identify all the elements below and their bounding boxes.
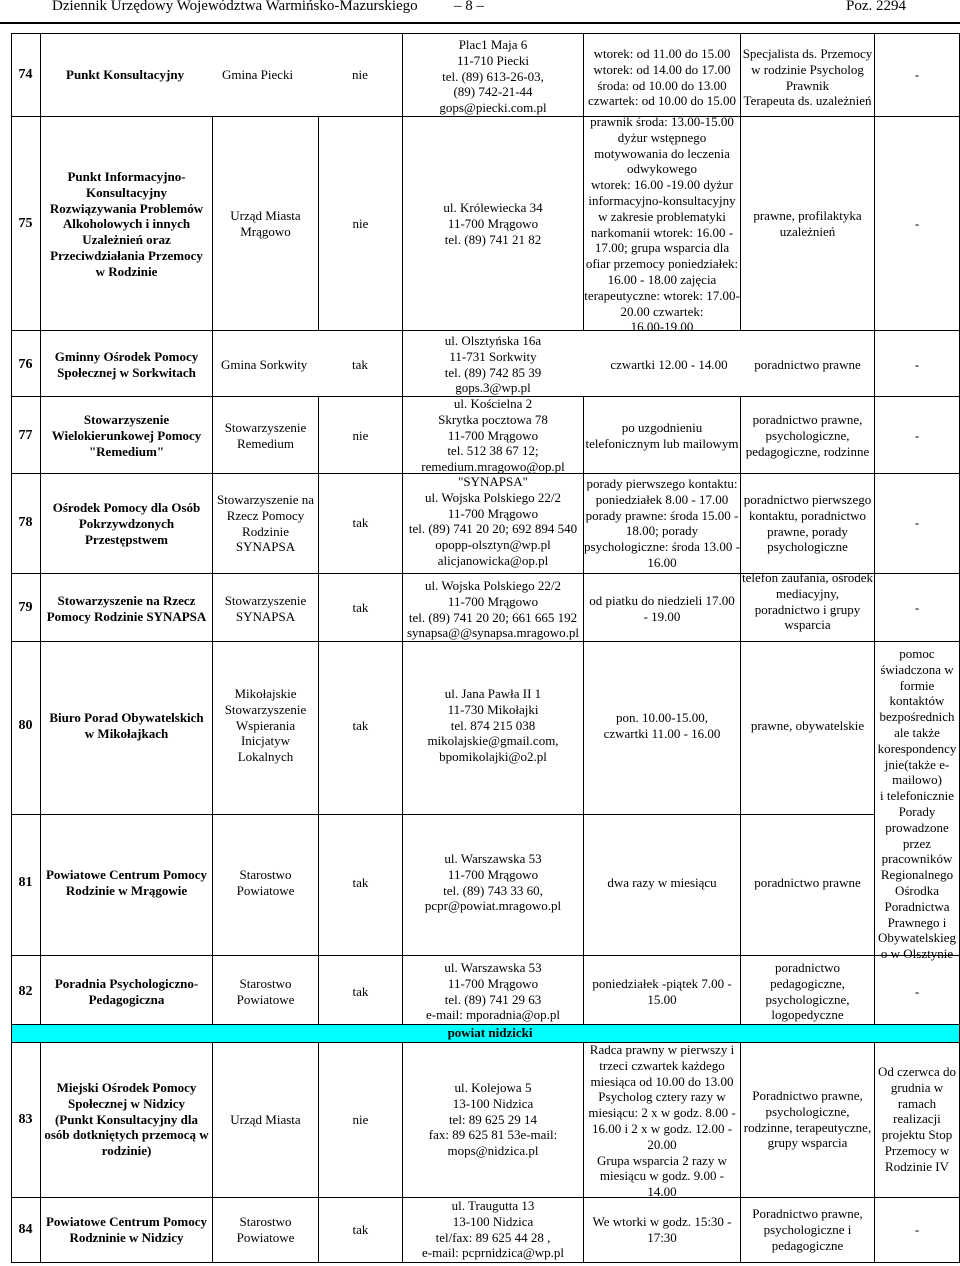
services: poradnictwo prawne [754,875,861,890]
row-number: 76 [18,357,33,372]
hours: czwartki 12.00 - 14.00 [610,357,728,372]
address: ul. Olsztyńska 16a 11-731 Sorkwity tel. (89) 742 85 39 gops.3@wp.pl [444,333,542,396]
hours: pon. 10.00-15.00, czwartki 11.00 - 16.00 [603,710,721,741]
hours: dwa razy w miesiącu [607,875,717,890]
services: telefon zaufania, ośrodek mediacyjny, poradnictwo i grupy wsparcia [741,570,874,633]
row-number: 82 [18,984,33,999]
address: ul. Warszawska 53 11-700 Mrągowo tel. (89) 743 33 60, pcpr@powiat.mragowo.pl [424,851,562,914]
services: Poradnictwo prawne, psychologiczne, rodzinne, terapeutyczne, grupy wsparcia [743,1088,872,1151]
remarks: Od czerwca do grudnia w ramach realizacji projektu Stop Przemocy w Rodzinie IV [878,1064,956,1174]
remarks: - [914,600,920,615]
remarks: Porady prowadzone przez pracowników Regionalnego Ośrodka Poradnictwa Prawnego i Obywatelskieg o w Olsztynie [878,804,956,962]
operator: Stowarzyszenie SYNAPSA [224,593,307,624]
hours: poniedziałek -piątek 7.00 - 15.00 [592,976,732,1007]
section-title-nidzicki: powiat nidzicki [447,1025,533,1040]
remarks: - [914,984,920,999]
operator: Stowarzyszenie Remedium [224,420,307,451]
operator: Urząd Miasta [230,1112,301,1127]
hours: prawnik środa: 13.00-15.00 dyżur wstępnego motywowania do leczenia odwykowego wtorek: 16.00 -19.00 dyżur informacyjno-konsultacyjny w zakresie problematyki narkomanii wtorek: 16.00 - 17.00; grupa wsparcia dla ofiar przemocy poniedziałek: 16.00 - 18.00 zajęcia terapeutyczne: wtorek: 17.00- 20.00 czwartek: 16.00-19.00 [584,114,740,335]
hours: Radca prawny w pierwszy i trzeci czwartek każdego miesiąca od 10.00 do 13.00 Psycholog cztery razy w miesiącu: 2 x w godz. 8.00 - 16.00 i 2 x w godz. 12.00 - 20.00 Grupa wsparcia 2 razy w miesiącu w godz. 9.00 - 14.00 [588,1042,736,1200]
address: ul. Warszawska 53 11-700 Mrągowo tel. (89) 741 29 63 e-mail: mporadnia@op.pl [426,960,560,1023]
hours: porady pierwszego kontaktu: poniedziałek 8.00 - 17.00 porady prawne: środa 15.00 - 18.00; porady psychologiczne: środa 13.00 - 16.00 [584,476,740,570]
header-rule [0,22,960,24]
address: ul. Kościelna 2 Skrytka pocztowa 78 11-700 Mrągowo tel. 512 38 67 12; remedium.mragowo@op.pl [421,396,565,475]
paid-flag: tak [352,357,368,372]
institution-name: Punkt Konsultacyjny [66,67,185,82]
institution-name: Powiatowe Centrum Pomocy Rodzninie w Nidzicy [45,1214,207,1245]
row-number: 74 [18,67,33,82]
row-number: 77 [18,428,33,443]
address: ul. Jana Pawła II 1 11-730 Mikołajki tel. 874 215 038 mikolajskie@gmail.com, bpomikolajki@o2.pl [427,686,559,765]
services: Specjalista ds. Przemocy w rodzinie Psycholog Prawnik Terapeuta ds. uzależnień [742,46,873,109]
paid-flag: nie [352,428,369,443]
remarks: - [914,67,920,82]
institution-name: Ośrodek Pomocy dla Osób Pokrzywdzonych Przestępstwem [52,500,201,547]
paid-flag: nie [352,1112,369,1127]
row-number: 84 [18,1222,33,1237]
paid-flag: tak [352,875,369,890]
operator: Mikołajskie Stowarzyszenie Wspierania Inicjatyw Lokalnych [224,686,307,765]
address: ul. Wojska Polskiego 22/2 11-700 Mrągowo tel. (89) 741 20 20; 661 665 192 synapsa@@synapsa.mragowo.pl [407,578,579,641]
operator: Gmina Piecki [222,67,294,82]
address: "SYNAPSA" ul. Wojska Polskiego 22/2 11-700 Mrągowo tel. (89) 741 20 20; 692 894 540 opopp-olsztyn@wp.pl alicjanowicka@op.pl [408,474,578,568]
hours: wtorek: od 11.00 do 15.00 wtorek: od 14.00 do 17.00 środa: od 10.00 do 13.00 czwartek: od 10.00 do 15.00 [587,46,737,109]
operator: Urząd Miasta Mrągowo [230,208,301,239]
hours: po uzgodnieniu telefonicznym lub mailowym [585,420,739,451]
paid-flag: tak [352,515,369,530]
hours: We wtorki w godz. 15:30 - 17:30 [592,1214,732,1245]
institution-name: Punkt Informacyjno- Konsultacyjny Rozwiązywania Problemów Alkoholowych i innych Uzależnień oraz Przeciwdziałania Przemocy w Rodzinie [49,169,204,279]
operator: Stowarzyszenie na Rzecz Pomocy Rodzinie SYNAPSA [216,492,315,555]
paid-flag: tak [352,1222,369,1237]
institution-name: Stowarzyszenie na Rzecz Pomocy Rodzinie SYNAPSA [46,593,207,624]
services: poradnictwo pierwszego kontaktu, poradnictwo prawne, porady psychologiczne [743,492,872,555]
services: poradnictwo pedagogiczne, psychologiczne, logopedyczne [765,960,850,1023]
institution-name: Gminny Ośrodek Pomocy Społecznej w Sorkwitach [54,349,199,380]
services: Poradnictwo prawne, psychologiczne i pedagogiczne [752,1206,863,1253]
paid-flag: tak [352,984,369,999]
services: poradnictwo prawne, psychologiczne, pedagogiczne, rodzinne [745,412,870,459]
services: prawne, obywatelskie [750,718,865,733]
institution-name: Poradnia Psychologiczno- Pedagogiczna [54,976,199,1007]
remarks: - [914,357,920,372]
services: poradnictwo prawne [754,357,861,372]
row-number: 81 [18,875,33,890]
page-number: – 8 – [454,0,484,14]
row-number: 83 [18,1112,33,1127]
institution-name: Stowarzyszenie Wielokierunkowej Pomocy "Remedium" [51,412,202,459]
remarks: - [914,216,920,231]
paid-flag: nie [352,67,368,82]
row-number: 75 [18,216,33,231]
institution-name: Miejski Ośrodek Pomocy Społecznej w Nidzicy (Punkt Konsultacyjny dla osób dotkniętych przemocą w rodzinie) [44,1080,209,1159]
remarks: pomoc świadczona w formie kontaktów bezpośrednich ale także korespondency jnie(także e- mailowo) i telefonicznie [877,646,957,804]
services: prawne, profilaktyka uzależnień [753,208,862,239]
remarks: - [914,1222,920,1237]
paid-flag: nie [352,216,369,231]
operator: Starostwo Powiatowe [236,867,295,898]
paid-flag: tak [352,600,369,615]
position-number: Poz. 2294 [846,0,906,14]
operator: Starostwo Powiatowe [236,1214,295,1245]
row-number: 79 [18,600,33,615]
institution-name: Biuro Porad Obywatelskich w Mikołajkach [49,710,204,741]
row-number: 78 [18,515,33,530]
address: ul. Królewiecka 34 11-700 Mrągowo tel. (89) 741 21 82 [443,200,543,247]
address: Plac1 Maja 6 11-710 Piecki tel. (89) 613-26-03, (89) 742-21-44 gops@piecki.com.pl [439,37,547,116]
operator: Gmina Sorkwity [221,357,308,372]
address: ul. Kolejowa 5 13-100 Nidzica tel: 89 625 29 14 fax: 89 625 81 53e-mail: mops@nidzica.pl [428,1080,558,1159]
paid-flag: tak [352,718,369,733]
journal-title: Dziennik Urzędowy Województwa Warmińsko-Mazurskiego [52,0,418,14]
operator: Starostwo Powiatowe [236,976,295,1007]
hours: od piatku do niedzieli 17.00 - 19.00 [589,593,735,624]
row-number: 80 [18,718,33,733]
institution-name: Powiatowe Centrum Pomocy Rodzinie w Mrągowie [45,867,207,898]
address: ul. Traugutta 13 13-100 Nidzica tel/fax: 89 625 44 28 , e-mail: pcprnidzica@wp.pl [422,1198,564,1261]
remarks: - [914,428,920,443]
remarks: - [914,515,920,530]
